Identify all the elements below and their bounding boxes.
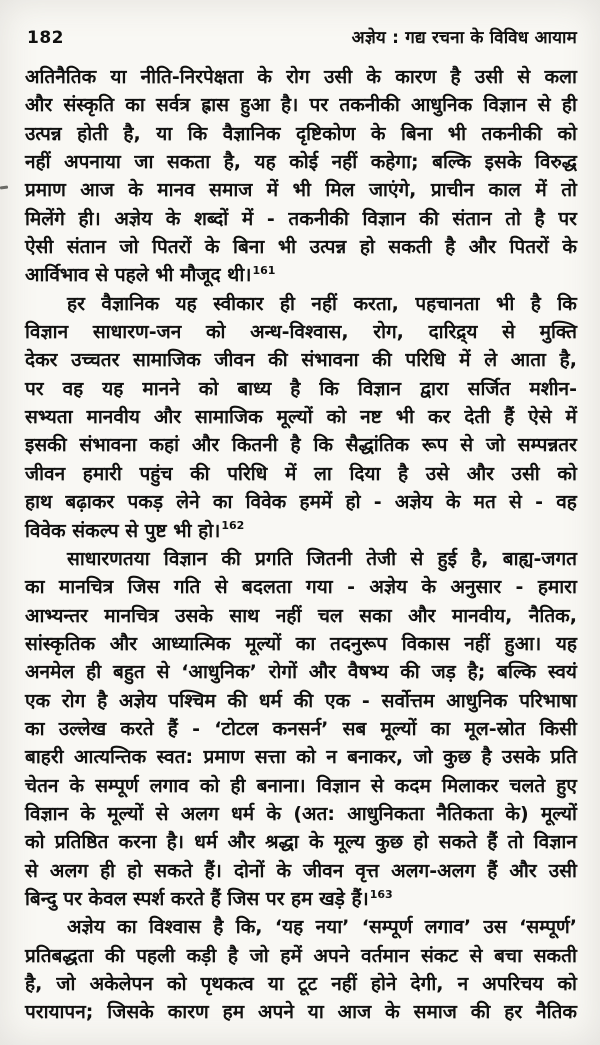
scan-artifact bbox=[0, 185, 8, 189]
text-line: परायापन; जिसके कारण हम अपने या आज के समाज की हर नैतिक bbox=[25, 1001, 577, 1024]
text-line: नहीं अपनाया जा सकता है, यह कोई नहीं कहेगा; बल्कि इसके विरुद्ध bbox=[25, 151, 577, 174]
text-line: का मानचित्र जिस गति से बदलता गया - अज्ञेय के अनुसार - हमारा bbox=[25, 576, 577, 599]
paragraph bbox=[25, 63, 577, 290]
text-line: चेतन के सम्पूर्ण लगाव को ही बनाना। विज्ञान से कदम मिलाकर चलते हुए bbox=[25, 774, 577, 797]
paragraph bbox=[25, 913, 577, 1026]
text-line: सभ्यता मानवीय और सामाजिक मूल्यों को नष्ट भी कर देती हैं ऐसे में bbox=[25, 406, 577, 429]
footnote-ref: 163 bbox=[369, 887, 393, 901]
text-line: का उल्लेख करते हैं - ‘टोटल कनसर्न’ सब मूल्यों का मूल-स्रोत किसी bbox=[25, 717, 577, 740]
text-line: मिलेंगे ही। अज्ञेय के शब्दों में - तकनीकी विज्ञान की संतान तो है पर bbox=[25, 207, 577, 230]
text-line: पर वह यह मानने को बाध्य है कि विज्ञान द्वारा सर्जित मशीन- bbox=[25, 377, 577, 400]
text-line: बाहरी आत्यन्तिक स्वत: प्रमाण सत्ता को न बनाकर, जो कुछ है उसके प्रति bbox=[25, 746, 577, 769]
text-line: साधारणतया विज्ञान की प्रगति जितनी तेजी से हुई है, बाह्य-जगत bbox=[67, 547, 577, 570]
page-body bbox=[25, 63, 577, 1027]
text-line: को प्रतिष्ठित करना है। धर्म और श्रद्धा के मूल्य कुछ हो सकते हैं तो विज्ञान bbox=[25, 831, 577, 854]
text-line: सांस्कृतिक और आध्यात्मिक मूल्यों का तदनुरूप विकास नहीं हुआ। यह bbox=[25, 632, 577, 655]
text-line: विज्ञान के मूल्यों से अलग धर्म के (अत: आधुनिकता नैतिकता के) मूल्यों bbox=[25, 802, 577, 825]
text-line: अज्ञेय का विश्वास है कि, ‘यह नया’ ‘सम्पूर्ण लगाव’ उस ‘सम्पूर्ण’ bbox=[67, 916, 577, 939]
text-line: बिन्दु पर केवल स्पर्श करते हैं जिस पर हम खड़े हैं।$^{163}$ bbox=[25, 887, 393, 910]
footnote-ref: 162 bbox=[221, 519, 245, 533]
footnote-ref: 161 bbox=[252, 264, 276, 278]
text-line: और संस्कृति का सर्वत्र ह्रास हुआ है। पर तकनीकी आधुनिक विज्ञान से ही bbox=[25, 94, 577, 117]
text-line: उत्पन्न होती है, या कि वैज्ञानिक दृष्टिकोण के बिना भी तकनीकी को bbox=[25, 122, 577, 145]
text-line: ऐसी संतान जो पितरों के बिना भी उत्पन्न हो सकती है और पितरों के bbox=[25, 236, 577, 259]
text-line: है, जो अकेलेपन को पृथकत्व या टूट नहीं होने देगी, न अपरिचय को bbox=[25, 973, 577, 995]
text-line: हर वैज्ञानिक यह स्वीकार ही नहीं करता, पहचानता भी है कि bbox=[67, 292, 577, 315]
text-line: एक रोग है अज्ञेय पश्चिम की धर्म की एक - सर्वोत्तम आधुनिक परिभाषा bbox=[25, 689, 577, 712]
page-header bbox=[27, 26, 577, 50]
text-line: अतिनैतिक या नीति-निरपेक्षता के रोग उसी के कारण है उसी से कला bbox=[25, 66, 577, 88]
text-line: विवेक संकल्प से पुष्ट भी हो।$^{162}$ bbox=[25, 519, 245, 542]
text-line: जीवन हमारी पहुंच की परिधि में ला दिया है उसे और उसी को bbox=[25, 462, 577, 485]
paragraph bbox=[25, 545, 577, 913]
text-line: इसकी संभावना कहां और कितनी है कि सैद्धांतिक रूप से जो सम्पन्नतर bbox=[25, 434, 577, 457]
text-line: आर्विभाव से पहले भी मौजूद थी।$^{161}$ bbox=[25, 264, 276, 287]
paragraph bbox=[25, 290, 577, 545]
text-line: हाथ बढ़ाकर पकड़ लेने का विवेक हममें हो - अज्ञेय के मत से - वह bbox=[25, 491, 577, 514]
text-line: प्रमाण आज के मानव समाज में भी मिल जाएंगे, प्राचीन काल में तो bbox=[25, 179, 577, 202]
running-header-title: अज्ञेय : गद्य रचना के विविध आयाम bbox=[351, 28, 577, 48]
text-line: आभ्यन्तर मानचित्र उसके साथ नहीं चल सका और मानवीय, नैतिक, bbox=[25, 604, 577, 627]
text-line: देकर उच्चतर सामाजिक जीवन की संभावना की परिधि में ले आता है, bbox=[25, 349, 577, 372]
text-line: से अलग ही हो सकते हैं। दोनों के जीवन वृत्त अलग-अलग हैं और उसी bbox=[25, 859, 577, 882]
text-line: विज्ञान साधारण-जन को अन्ध-विश्वास, रोग, दारिद्र्य से मुक्ति bbox=[25, 321, 577, 344]
text-line: प्रतिबद्धता की पहली कड़ी है जो हमें अपने वर्तमान संकट से बचा सकती bbox=[25, 944, 577, 967]
text-line: अनमेल ही बहुत से ‘आधुनिक’ रोगों और वैषभ्य की जड़ है; बल्कि स्वयं bbox=[25, 661, 577, 684]
page-number: 182 bbox=[27, 28, 64, 48]
